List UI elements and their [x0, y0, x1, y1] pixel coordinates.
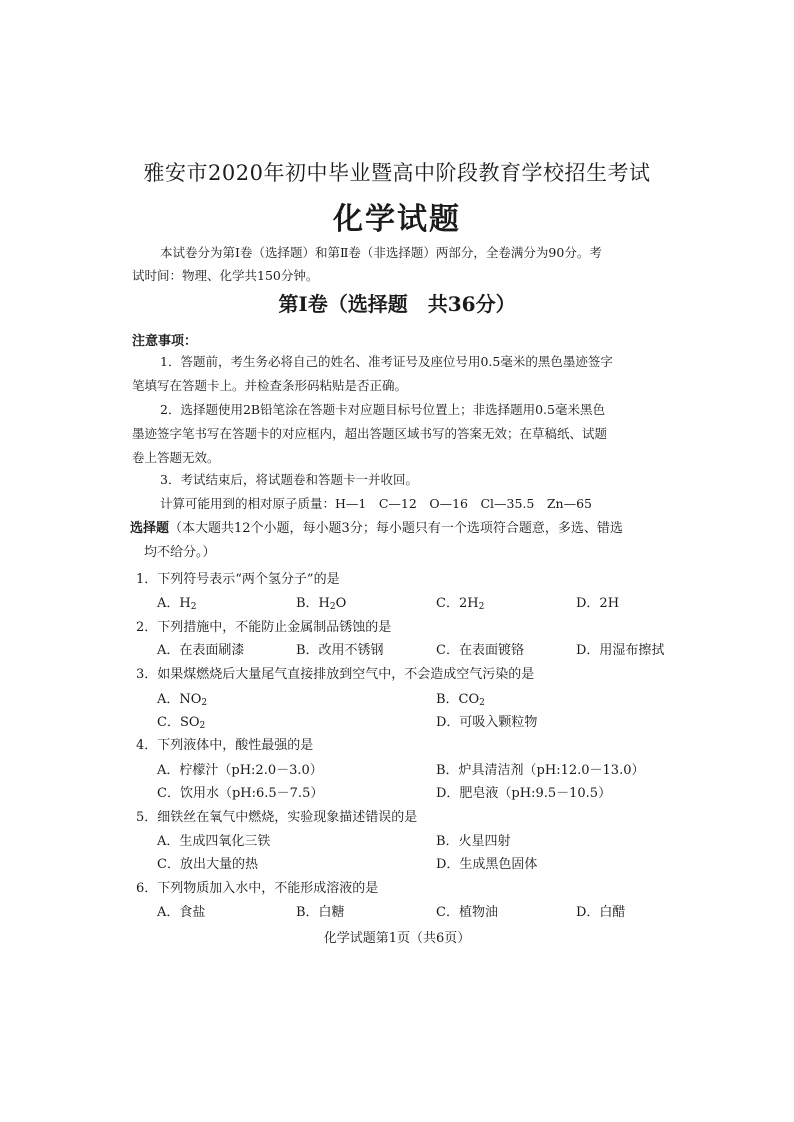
- section-desc-2: 均不给分。）: [144, 545, 216, 560]
- notice-item-2: [132, 398, 672, 470]
- intro-line-2: 试时间：物理、化学共150分钟。: [132, 268, 319, 283]
- question-5-option-c: C．放出大量的热: [157, 857, 258, 872]
- notice-item-2-line-1: 2．选择题使用2B铅笔涂在答题卡对应题目标号位置上；非选择题用0.5毫米黑色: [160, 402, 605, 417]
- question-5-option-d: D．生成黑色固体: [436, 857, 538, 872]
- question-1-option-a: A．$H_2$: [157, 596, 197, 612]
- question-3-stem: 3．如果煤燃烧后大量尾气直接排放到空气中，不会造成空气污染的是: [136, 667, 535, 682]
- question-2-option-b: B．改用不锈钢: [296, 643, 384, 658]
- question-3-option-c: C．$SO_2$: [157, 715, 206, 731]
- question-6-option-d: D．白醋: [576, 905, 626, 920]
- subject-title: 化学试题: [333, 202, 461, 237]
- question-3-option-a: A．$NO_2$: [157, 692, 208, 708]
- question-4-stem: 4．下列液体中，酸性最强的是: [136, 738, 314, 753]
- notice-item-3-text: 3．考试结束后，将试题卷和答题卡一并收回。: [160, 472, 418, 487]
- question-6-stem: 6．下列物质加入水中，不能形成溶液的是: [136, 881, 379, 896]
- question-2-stem: 2．下列措施中，不能防止金属制品锈蚀的是: [136, 620, 392, 635]
- question-5-option-b: B．火星四射: [436, 834, 511, 849]
- question-1-option-b: B．$H_2O$: [296, 596, 347, 612]
- question-1-option-c: C．$2H_2$: [436, 596, 485, 612]
- question-5-stem: 5．细铁丝在氧气中燃烧，实验现象描述错误的是: [136, 810, 418, 825]
- question-4-option-d: D．肥皂液（pH:9.5－10.5）: [436, 786, 612, 801]
- intro-paragraph: [132, 241, 672, 287]
- question-6-option-c: C．植物油: [436, 905, 498, 920]
- notice-item-2-line-2: 墨迹签字笔书写在答题卡的对应框内，超出答题区域书写的答案无效；在草稿纸、试题: [132, 426, 608, 441]
- question-6-option-b: B．白糖: [296, 905, 345, 920]
- notice-item-1-line-2: 笔填写在答题卡上。并检查条形码粘贴是否正确。: [132, 378, 408, 393]
- atomic-masses: 计算可能用到的相对原子质量：H—1 C—12 O—16 Cl—35.5 Zn—65: [160, 496, 593, 511]
- question-5-option-a: A．生成四氧化三铁: [157, 834, 271, 849]
- section-label: 选择题: [130, 521, 170, 536]
- question-4-option-a: A．柠檬汁（pH:2.0－3.0）: [157, 763, 323, 778]
- section-desc-1: （本大题共12个小题，每小题3分；每小题只有一个选项符合题意，多选、错选: [169, 521, 623, 536]
- intro-line-1: 本试卷分为第Ⅰ卷（选择题）和第Ⅱ卷（非选择题）两部分，全卷满分为90分。考: [160, 245, 602, 260]
- page-footer: 化学试题第1页（共6页）: [323, 931, 471, 946]
- notice-item-1: [132, 350, 672, 398]
- question-4-option-b: B．炉具清洁剂（pH:12.0－13.0）: [436, 763, 645, 778]
- question-1-option-d: D．2H: [576, 596, 620, 611]
- question-2-option-a: A．在表面刷漆: [157, 643, 245, 658]
- notice-heading: 注意事项：: [132, 334, 198, 349]
- question-3-option-d: D．可吸入颗粒物: [436, 715, 538, 730]
- question-3-option-b: B．$CO_2$: [436, 692, 485, 708]
- notice-item-1-line-1: 1．答题前，考生务必将自己的姓名、准考证号及座位号用0.5毫米的黑色墨迹签字: [160, 354, 613, 369]
- question-4-option-c: C．饮用水（pH:6.5－7.5）: [157, 786, 324, 801]
- question-6-option-a: A．食盐: [157, 905, 206, 920]
- notice-item-2-line-3: 卷上答题无效。: [132, 450, 220, 465]
- part-title: 第Ⅰ卷（选择题 共36分）: [278, 292, 516, 316]
- question-2-option-d: D．用湿布擦拭: [576, 643, 665, 658]
- question-2-option-c: C．在表面镀铬: [436, 643, 524, 658]
- section-heading: [130, 517, 675, 565]
- exam-title: 雅安市2020年初中毕业暨高中阶段教育学校招生考试: [143, 161, 651, 185]
- notice-item-3: [132, 468, 672, 516]
- question-1-stem: 1．下列符号表示“两个氢分子”的是: [136, 572, 340, 587]
